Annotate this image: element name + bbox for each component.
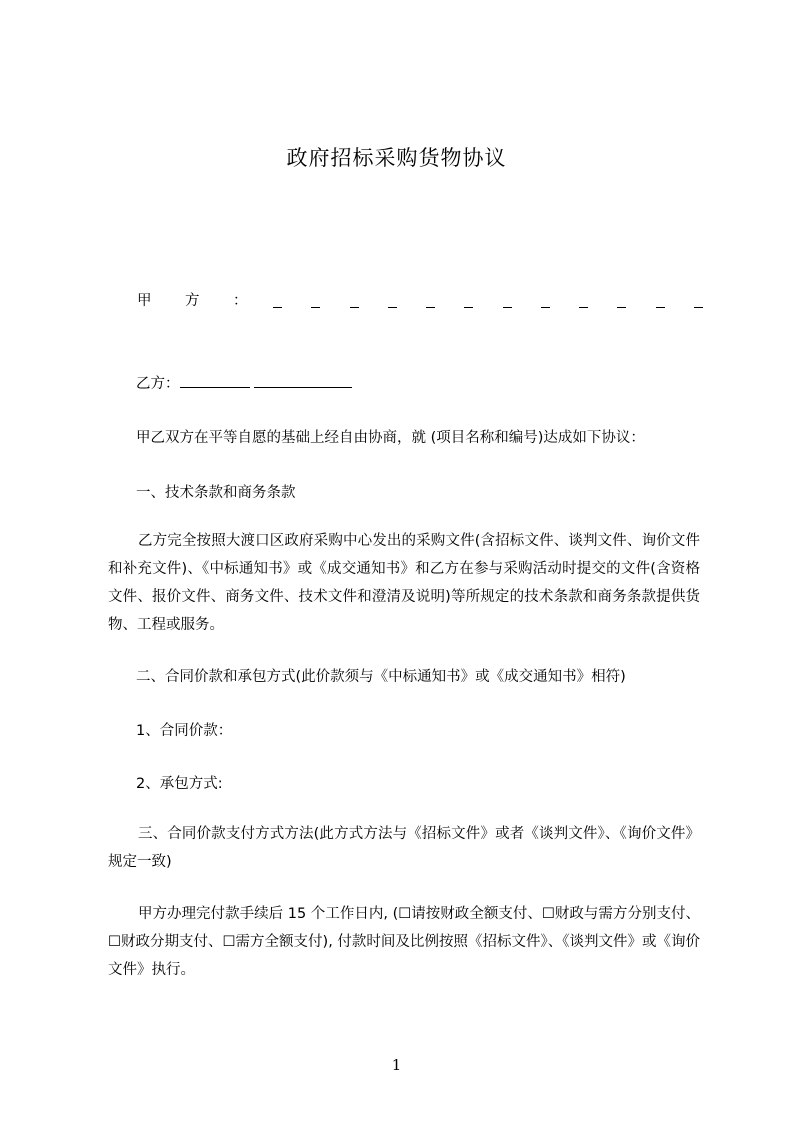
document-title: 政府招标采购货物协议 — [286, 146, 507, 170]
section2-item2: 2、承包方式: — [136, 776, 223, 792]
section1-body: 乙方完全按照大渡口区政府采购中心发出的采购文件(含招标文件、谈判文件、询价文件和补充文件)、《中标通知书》或《成交通知书》和乙方在参与采购活动时提交的文件(含资格文件、报价文件、商务文件、技术文件和澄清及说明)等所规定的技术条款和商务条款提供货物、工程或服务。 — [108, 533, 700, 633]
party-b-blank-2 — [254, 373, 352, 388]
party-b-blank-1 — [180, 373, 250, 388]
page-number: 1 — [391, 1056, 402, 1074]
section2-heading: 二、合同价款和承包方式(此价款须与《中标通知书》或《成交通知书》相符) — [136, 669, 626, 685]
party-a-label-char1: 甲 — [137, 293, 152, 309]
section1-heading: 一、技术条款和商务条款 — [136, 485, 296, 501]
party-b-label: 乙方： — [136, 376, 180, 392]
party-a-label-char2: 方 — [185, 293, 200, 309]
party-a-colon: ： — [233, 293, 248, 309]
section3-heading: 三、合同价款支付方式方法(此方式方法与《招标文件》或者《谈判文件》、《询价文件》规定一致) — [108, 826, 700, 870]
section2-item1: 1、合同价款： — [136, 723, 233, 739]
intro-paragraph: 甲乙双方在平等自愿的基础上经自由协商，就 (项目名称和编号)达成如下协议： — [136, 430, 645, 446]
party-a-line — [137, 289, 707, 315]
party-a-blank — [273, 293, 703, 308]
party-b-line — [136, 372, 706, 393]
section3-body: 甲方办理完付款手续后 15 个工作日内, (☐请按财政全额支付、☐财政与需方分别支付、☐财政分期支付、☐需方全额支付), 付款时间及比例按照《招标文件》、《谈判文件》或《询价文件》执行。 — [108, 906, 700, 978]
